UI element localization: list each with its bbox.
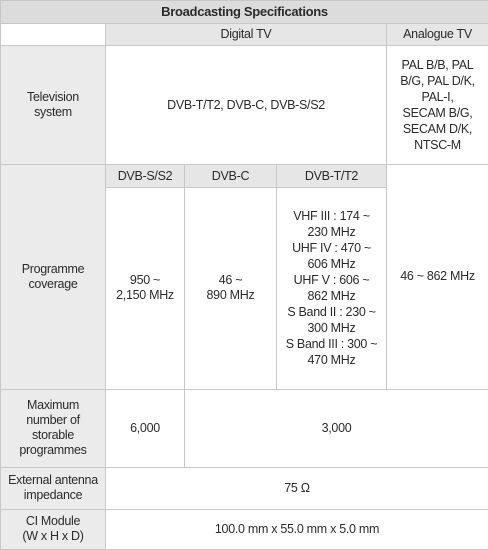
analogue-system-line: NTSC-M [414,138,461,153]
dvb-t-band-line: 862 MHz [307,289,356,304]
analogue-system-line: PAL-I, [421,90,454,105]
analogue-system-line: SECAM D/K, [402,122,473,137]
dvb-c-coverage-value: 46 ~ 890 MHz [185,188,277,389]
dvb-t-band-line: VHF III : 174 ~ [293,209,370,224]
antenna-impedance-value: 75 Ω [106,467,488,509]
programme-coverage-label: Programme coverage [1,165,106,389]
dvb-t-header: DVB-T/T2 [277,165,387,188]
dvb-s-header: DVB-S/S2 [106,165,185,188]
antenna-impedance-label: External antenna impedance [1,467,106,509]
analogue-tv-header: Analogue TV [387,24,488,46]
dvb-t-band-line: S Band III : 300 ~ [285,337,378,352]
dvb-t-band-line: 300 MHz [307,321,356,336]
television-system-analogue [387,46,488,165]
table-title: Broadcasting Specifications [1,1,488,24]
dvb-c-header: DVB-C [185,165,277,188]
dvb-t-band-line: 470 MHz [307,353,356,368]
analogue-system-line: PAL B/B, PAL [401,58,474,73]
dvb-t-band-line: 606 MHz [307,257,356,272]
dvb-t-band-line: S Band II : 230 ~ [287,305,376,320]
corner-cell [1,24,106,46]
analogue-system-line: B/G, PAL D/K, [400,74,475,89]
max-programmes-label: Maximum number of storable programmes [1,389,106,467]
digital-tv-header: Digital TV [106,24,387,46]
dvb-t-band-line: UHF V : 606 ~ [293,273,370,288]
max-programmes-other: 3,000 [185,389,488,467]
dvb-s-coverage-value: 950 ~ 2,150 MHz [106,188,185,389]
dvb-t-band-line: 230 MHz [307,225,356,240]
ci-module-label: CI Module (W x H x D) [1,509,106,549]
analogue-system-line: SECAM B/G, [402,106,473,121]
dvb-t-coverage-value [277,188,387,389]
max-programmes-satellite: 6,000 [106,389,185,467]
television-system-digital: DVB-T/T2, DVB-C, DVB-S/S2 [106,46,387,165]
ci-module-value: 100.0 mm x 55.0 mm x 5.0 mm [106,509,488,549]
analogue-coverage-value: 46 ~ 862 MHz [387,165,488,389]
dvb-t-band-line: UHF IV : 470 ~ [292,241,371,256]
television-system-label: Television system [1,46,106,165]
